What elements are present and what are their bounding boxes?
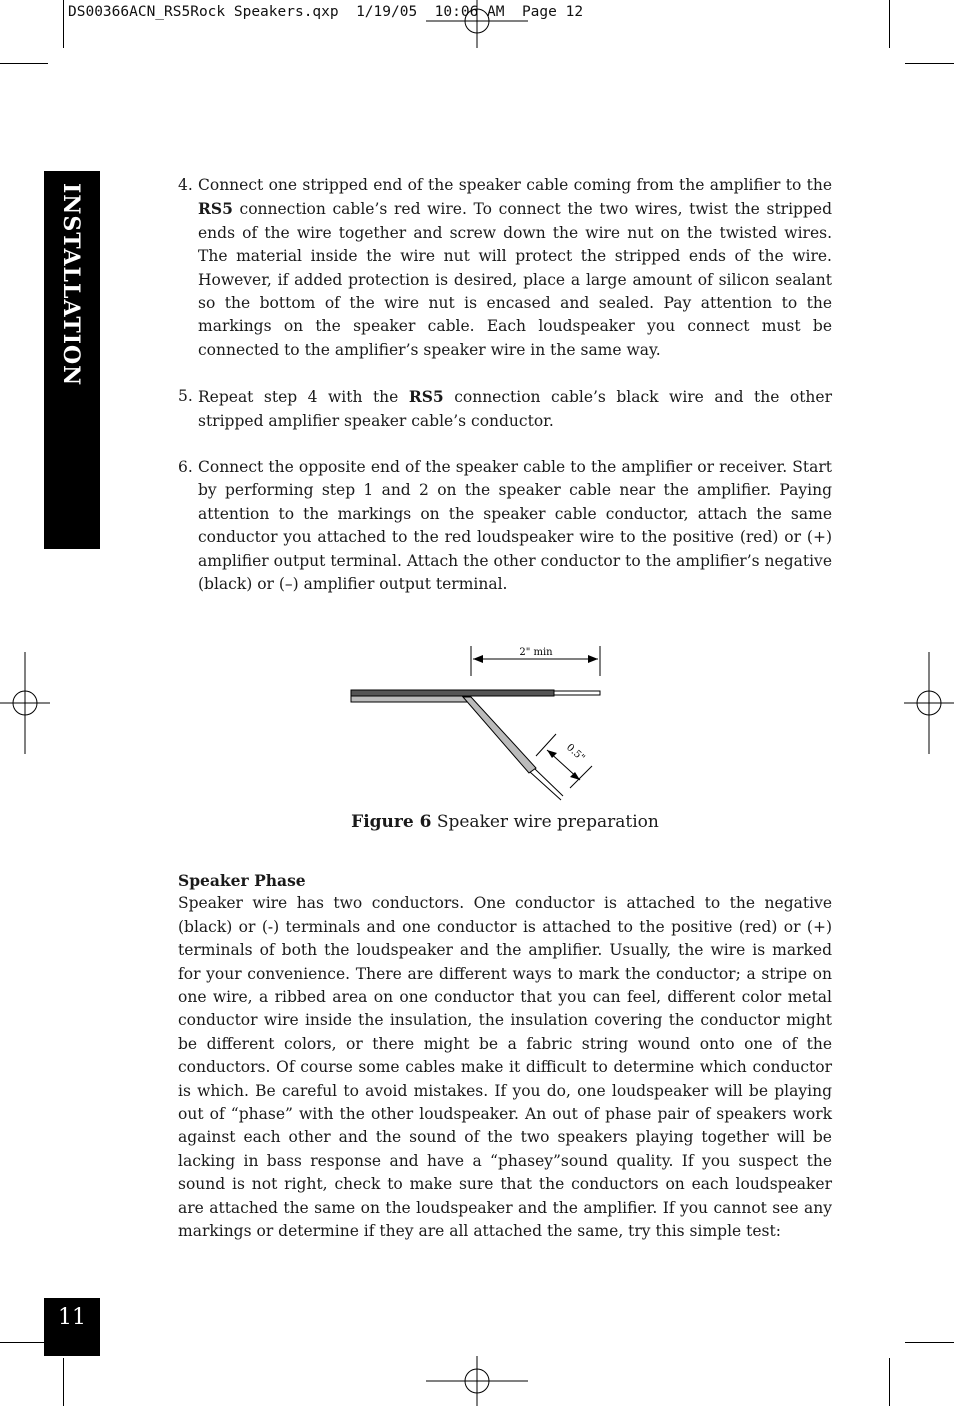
crop-mark-top-right-v: [889, 0, 890, 48]
step-text: [198, 385, 832, 433]
step-text-part: Connect the opposite end of the speaker cable to the amplifier or receiver. Start by performing step 1 and 2 on the speaker cable near the amplifier. Paying attention to the markings on the speaker cable conductor, attach the same conductor you attached to the red loudspeaker wire to the positive (red) or (+) amplifier output terminal. Attach the other conductor to the amplifier’s negative (black) or (–) amplifier output terminal.: [198, 458, 832, 594]
figure-caption: [178, 812, 832, 832]
step-6: [178, 456, 832, 596]
registration-mark-right: [904, 652, 954, 754]
product-name: RS5: [198, 199, 233, 219]
section-heading: Speaker Phase: [178, 871, 306, 890]
step-text-part: connection cable’s red wire. To connect the two wires, twist the stripped ends of the wire together and screw down the wire nut on the twisted wires. The material inside the wire nut will protect the stripped ends of the wire. However, if added protection is desired, place a large amount of silicon sealant so the bottom of the wire nut is encased and sealed. Pay attention to the markings on the speaker cable. Each loudspeaker you connect must be connected to the amplifier’s speaker wire in the same way.: [198, 200, 832, 359]
length-dimension-label: 2" min: [519, 647, 553, 658]
crop-mark-top-left-h: [0, 63, 48, 64]
crop-mark-bottom-left-v: [63, 1358, 64, 1406]
figure-number: Figure 6: [351, 812, 432, 832]
installation-steps: [178, 174, 832, 620]
speaker-wire-diagram: [340, 640, 610, 805]
crop-mark-bottom-right-v: [889, 1358, 890, 1406]
print-slug: DS00366ACN_RS5Rock Speakers.qxp 1/19/05 10:06 AM Page 12: [68, 4, 584, 20]
section-side-tab: [44, 171, 100, 549]
product-name: RS5: [408, 387, 444, 407]
registration-mark-bottom: [426, 1356, 528, 1406]
registration-mark-top: [426, 0, 528, 48]
crop-mark-bottom-left-h: [0, 1342, 48, 1343]
strip-dimension-label: 0.5": [563, 742, 587, 764]
section-side-tab-label: INSTALLATION: [58, 183, 84, 387]
crop-mark-top-left-v: [63, 0, 64, 48]
step-5: [178, 385, 832, 433]
step-text-part: Connect one stripped end of the speaker cable coming from the amplifier to the: [198, 176, 832, 194]
step-text-part: Repeat step 4 with the: [198, 388, 409, 407]
step-number: 4.: [178, 176, 193, 194]
speaker-phase-section: [178, 869, 832, 1244]
crop-mark-bottom-right-h: [905, 1342, 954, 1343]
figure-title: Speaker wire preparation: [431, 812, 659, 832]
page-number: 11: [44, 1298, 100, 1356]
registration-mark-left: [0, 652, 50, 754]
step-text: [198, 174, 832, 362]
step-number: 5.: [178, 387, 193, 406]
section-body: Speaker wire has two conductors. One conductor is attached to the negative (black) or (-) terminals and one conductor is attached to the positive (red) or (+) terminals of both the loudspeaker and the amplifier. Usually, the wire is marked for your convenience. There are different ways to mark the conductor; a stripe on one wire, a ribbed area on one conductor that you can feel, different color metal conductor wire inside the insulation, the insulation covering the conductor might be different colors, or there might be a fabric string wound onto one of the conductors. Of course some cables make it difficult to determine which conductor is which. Be careful to avoid mistakes. If you do, one loudspeaker will be playing out of “phase” with the other loudspeaker. An out of phase pair of speakers work against each other and the sound of the two speakers playing together will be lacking in bass response and have a “phasey”sound quality. If you suspect the sound is not right, check to make sure that the conductors on each loudspeaker are attached the same on the loudspeaker and the amplifier. If you cannot see any markings or determine if they are all attached the same, try this simple test:: [178, 894, 832, 1241]
crop-mark-top-right-h: [905, 63, 954, 64]
step-text-part: connection cable’s black wire and the other stripped amplifier speaker cable’s conductor.: [198, 388, 832, 430]
step-number: 6.: [178, 458, 193, 477]
step-4: [178, 174, 832, 362]
step-text: [198, 456, 832, 596]
